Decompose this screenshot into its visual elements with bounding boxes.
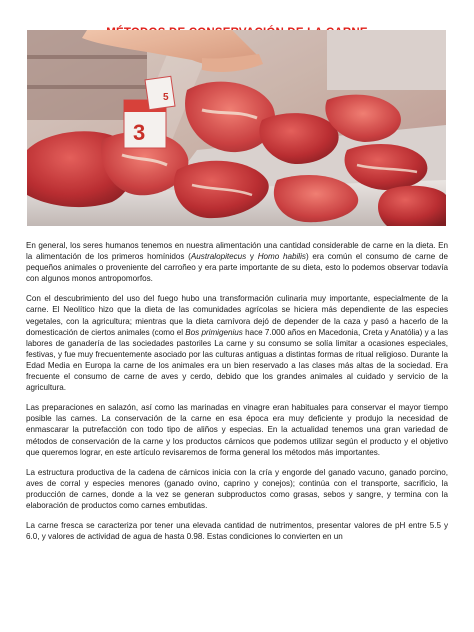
paragraph bbox=[26, 402, 448, 457]
page-title bbox=[26, 0, 448, 30]
article-body bbox=[26, 240, 448, 542]
text-run: hace 7.000 años en Macedonia, Creta y Anatólia) y a las labores de ganadería de las sociedades pastoriles La carne y su consumo se solía limitar a ocasiones especiales, festivas, y fue muy frecuentemente asociado por las culturas antiguas a distintas formas de ritual religioso. Durante la Edad Media en Europa la carne de los animales era un bien reservado a las clases más altas de la sociedad. Era frecuente el consumo de carne de aves y cerdo, debido que los grandes animales al cuidado y servicio de la agricultura. bbox=[26, 327, 449, 393]
price-tag-label-left: 3 bbox=[133, 120, 146, 145]
paragraph bbox=[26, 467, 448, 511]
text-run: La carne fresca se caracteriza por tener una elevada cantidad de nutrimentos, presentar valores de pH entre 5.5 y 6.0, y valores de actividad de agua de hasta 0.98. Estas condiciones lo convierten en un bbox=[26, 521, 448, 542]
paragraph bbox=[26, 240, 448, 284]
meat-counter-photo bbox=[27, 30, 446, 226]
italic-term: Bos primigenius bbox=[185, 327, 243, 337]
text-run: En general, los seres humanos tenemos en nuestra alimentación una cantidad considerable de carne en la dieta. En la alimentación de los primeros homínidos ( bbox=[26, 241, 448, 262]
text-run: ) era común el consumo de carne de pequeños animales o proveniente del carroñeo y era parte importante de su dieta, esto lo podemos observar todavía con algunos monos antropomorfos. bbox=[26, 252, 448, 284]
italic-term: Australopitecus bbox=[190, 252, 247, 262]
text-run: Con el descubrimiento del uso del fuego hubo una transformación culinaria muy importante, especialmente de la carne. El Neolítico hizo que la dieta de las comunidades agrícolas se hiciera más dependiente de las especies vegetales, con la agricultura; mientras que la dieta carnívora dejó de depender de la caza y pasó a hacerlo de la domesticación de ciertos animales (como el bbox=[26, 294, 448, 337]
paragraph bbox=[26, 520, 448, 542]
text-run: y bbox=[246, 252, 258, 262]
italic-term: Homo habilis bbox=[257, 252, 306, 262]
text-run: La estructura productiva de la cadena de cárnicos inicia con la cría y engorde del ganado vacuno, ganado porcino, aves de corral y especies menores (ganado ovino, caprino y conejos); continúa con el transporte, sacrificio, la producción de carnes, donde a la vez se generan subproductos como grasas, sebos y sangre, y termina con la elaboración de productos como carnes embutidas. bbox=[26, 467, 448, 510]
paragraph bbox=[26, 293, 448, 393]
text-run: Las preparaciones en salazón, así como las marinadas en vinagre eran habituales para conservar el mayor tiempo posible las carnes. La conservación de la carne en esa época era muy deficiente y produjo la necesidad de enmascarar la putrefacción con todo tipo de aliños y especias. En la actualidad tenemos una gran variedad de métodos de conservación de la carne y los productos cárnicos que podemos utilizar según el producto y el objetivo que queremos lograr, en este artículo revisaremos de forma general los métodos más importantes. bbox=[26, 403, 448, 457]
price-tag-label-right: 5 bbox=[163, 92, 169, 103]
